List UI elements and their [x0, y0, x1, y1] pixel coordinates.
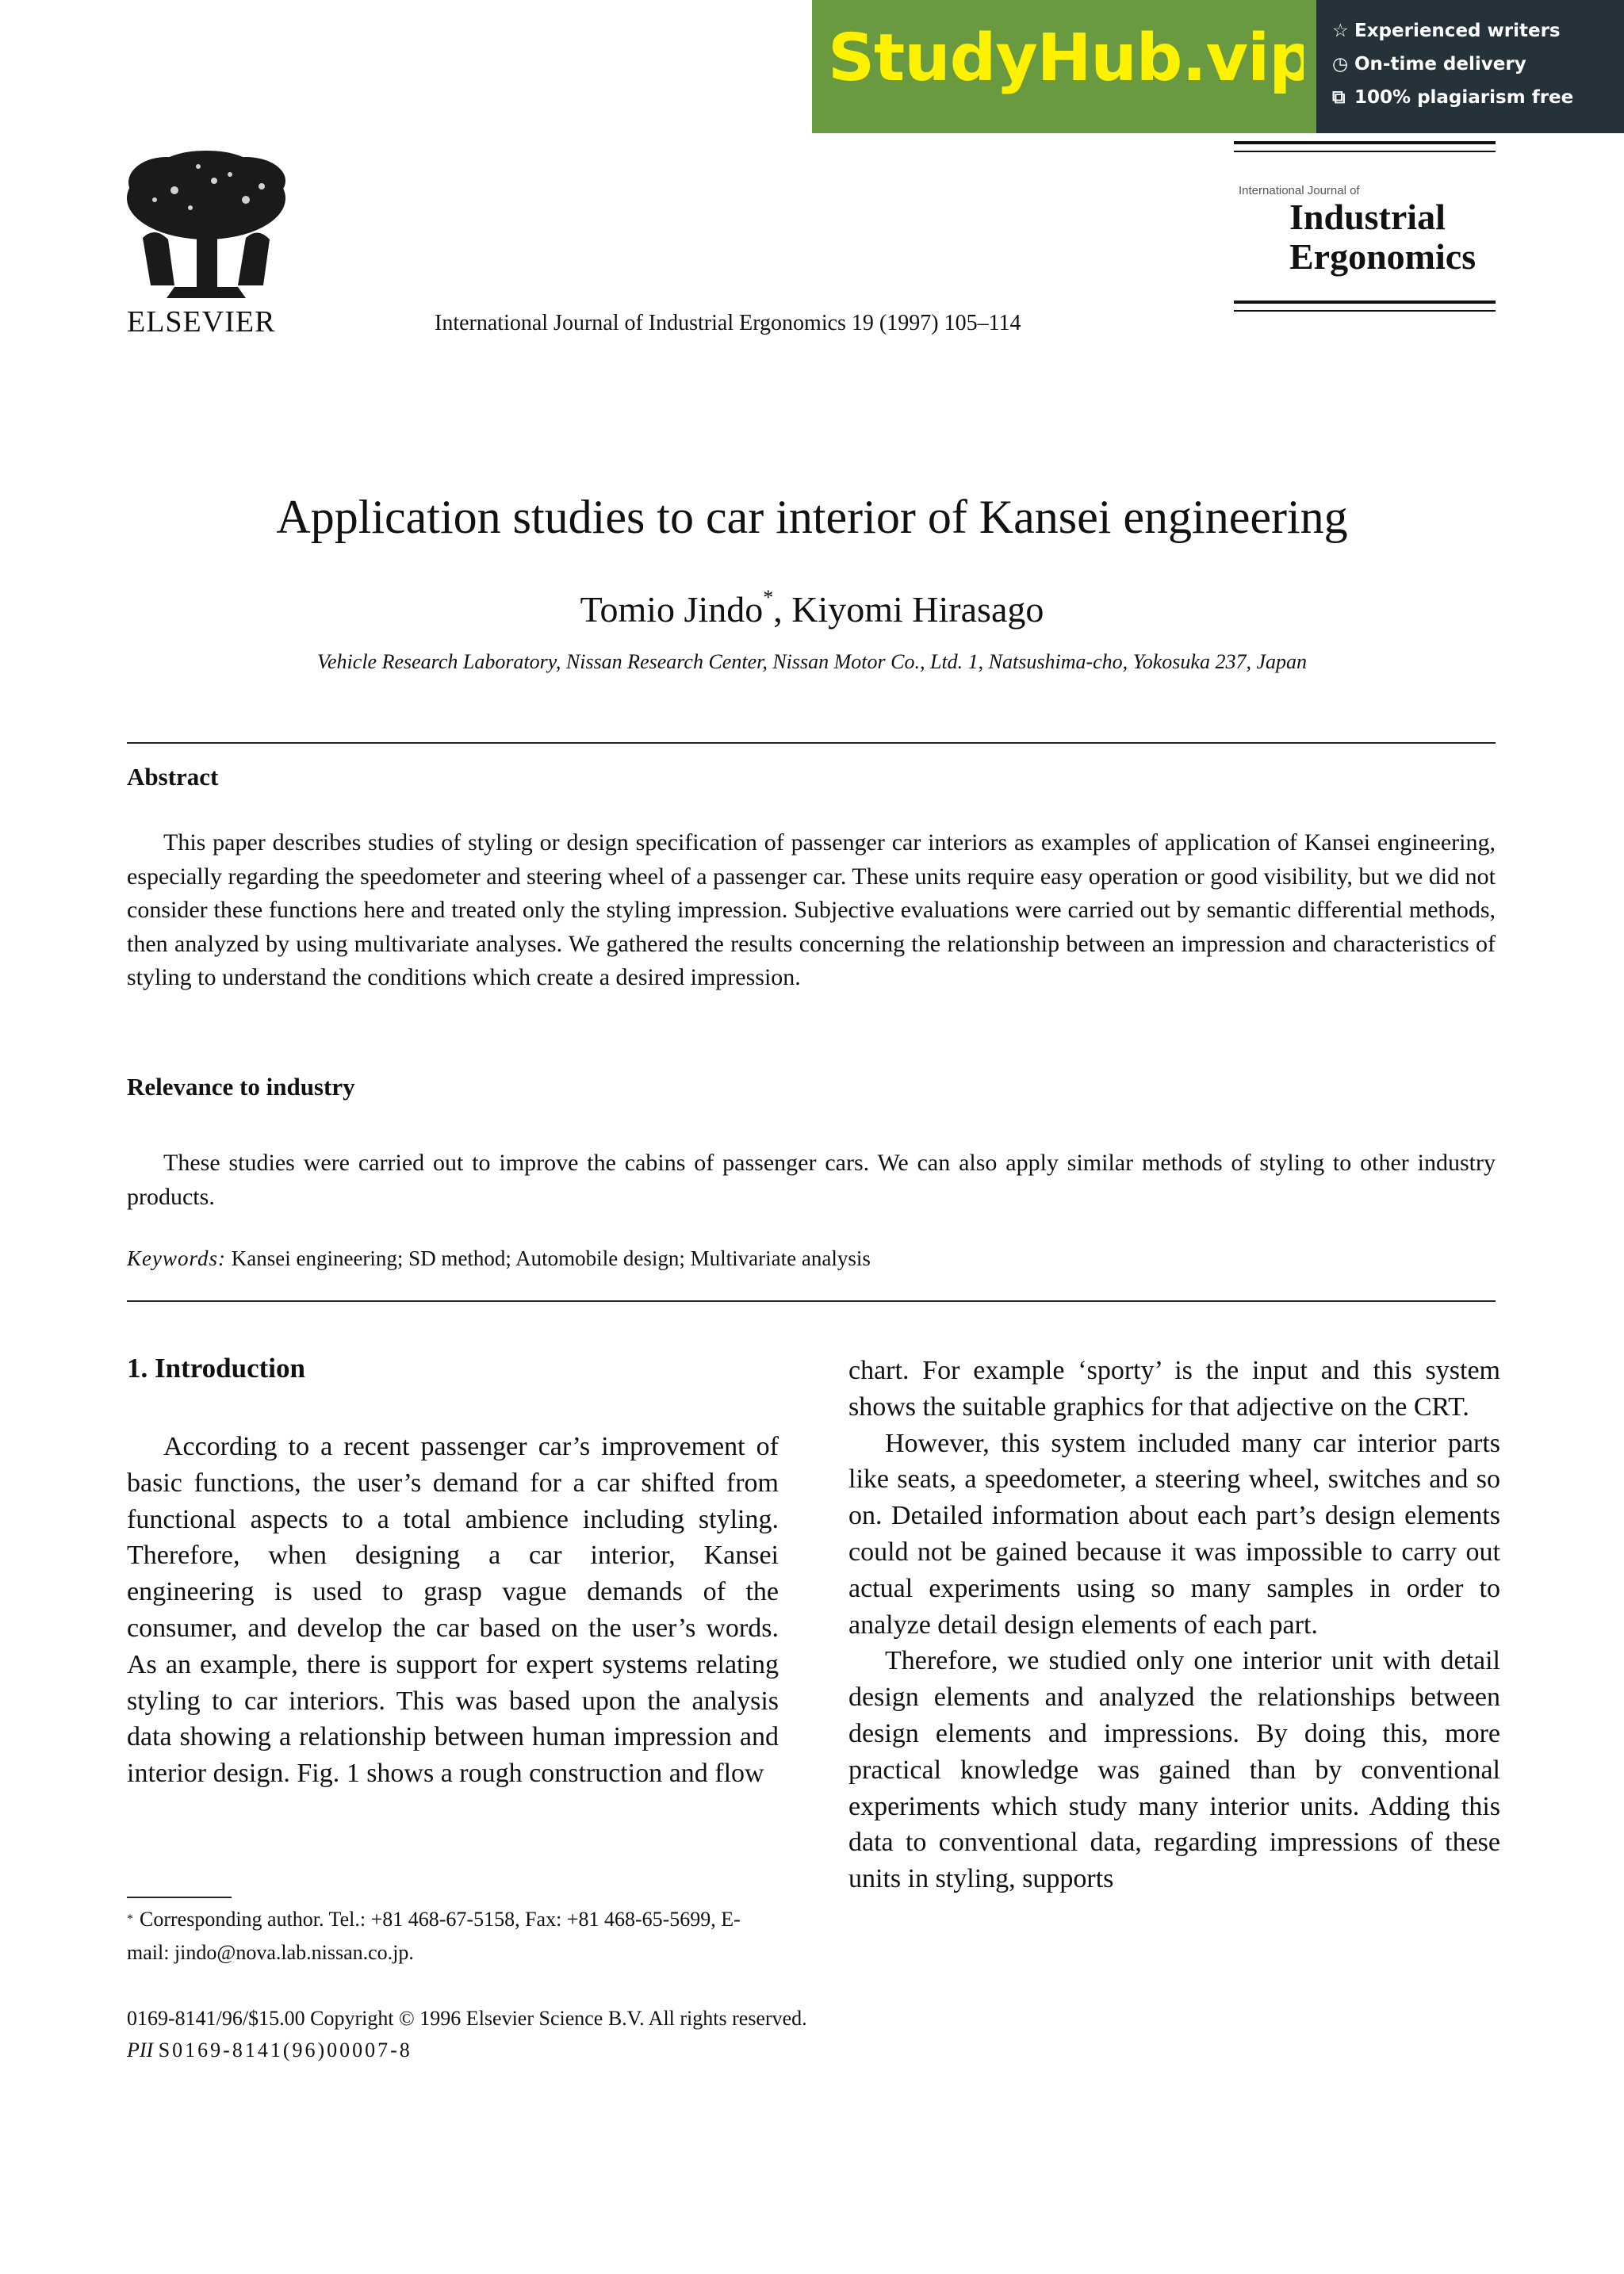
relevance-heading: Relevance to industry: [127, 1073, 355, 1101]
author-affiliation: Vehicle Research Laboratory, Nissan Research Center, Nissan Motor Co., Ltd. 1, Natsushima-cho, Yokosuka 237, Japan: [317, 650, 1307, 673]
corresponding-author-mark[interactable]: *: [763, 585, 774, 609]
abstract-text: This paper describes studies of styling or design specification of passenger car interiors as examples of application of Kansei engineering, especially regarding the speedometer and steering wheel of a passenger car. These units require easy operation or good visibility, but we did not consider these functions here and treated only the styling impression. Subjective evaluations were carried out by semantic differential methods, then analyzed by using multivariate analyses. We gathered the results concerning the relationship between an impression and characteristics of styling to understand the conditions which create a desired impression.: [127, 829, 1496, 990]
pii-label: PII: [127, 2039, 154, 2062]
footnote-mark: *: [127, 1912, 133, 1926]
banner-feature-panel: [1316, 0, 1624, 133]
banner-feature-label: On-time delivery: [1354, 54, 1526, 75]
footnote-text: Corresponding author. Tel.: +81 468-67-5158, Fax: +81 468-65-5699, E-mail: jindo@nova.lab.nissan.co.jp.: [127, 1908, 741, 1964]
banner-brand[interactable]: StudyHub.vip: [828, 21, 1315, 96]
author-name: Tomio Jindo: [580, 589, 764, 630]
journal-logo-line2: Ergonomics: [1289, 236, 1477, 277]
body-paragraph: Therefore, we studied only one interior unit with detail design elements and analyzed the relationships between design elements and impressions. By doing this, more practical knowledge was gained than by conventional experiments which study many interior units. Adding this data to conventional data, regarding impressions of these units in styling, supports: [848, 1646, 1500, 1894]
pii-value: S0169-8141(96)00007-8: [158, 2039, 412, 2062]
logo-rule-top-thin: [1234, 151, 1496, 152]
author-separator: ,: [773, 589, 792, 630]
star-outline-icon: ☆: [1332, 21, 1349, 41]
banner-feature: [1332, 54, 1618, 75]
divider: [127, 1300, 1496, 1302]
banner-feature-label: 100% plagiarism free: [1354, 87, 1574, 108]
journal-citation: International Journal of Industrial Ergonomics 19 (1997) 105–114: [435, 311, 1021, 335]
body-paragraph: chart. For example ‘sporty’ is the input and this system shows the suitable graphics for that adjective on the CRT.: [848, 1356, 1500, 1422]
keywords-text: Kansei engineering; SD method; Automobile design; Multivariate analysis: [231, 1246, 871, 1270]
relevance-text: These studies were carried out to improve the cabins of passenger cars. We can also apply similar methods of styling to other industry products.: [127, 1150, 1496, 1210]
journal-logo-line1: Industrial: [1289, 197, 1446, 237]
banner-feature: [1332, 87, 1618, 108]
right-column: [848, 1353, 1500, 1897]
watermark-banner[interactable]: [812, 0, 1624, 133]
copyright-line: 0169-8141/96/$15.00 Copyright © 1996 Elsevier Science B.V. All rights reserved.: [127, 2007, 807, 2030]
left-column: [127, 1429, 779, 1792]
publisher-name: ELSEVIER: [127, 305, 276, 339]
logo-rule-bottom: [1234, 301, 1496, 304]
author-name: Kiyomi Hirasago: [791, 589, 1044, 630]
journal-logo-small-text: International Journal of: [1239, 184, 1360, 197]
divider: [127, 742, 1496, 744]
footnote: [127, 1903, 779, 1970]
keywords-label: Keywords:: [127, 1246, 226, 1270]
banner-feature-label: Experienced writers: [1354, 21, 1561, 41]
logo-rule-bottom-thin: [1234, 310, 1496, 312]
pii-line: [127, 2035, 807, 2066]
copy-check-icon: ⧉: [1332, 87, 1346, 108]
elsevier-tree-logo: [119, 151, 293, 301]
abstract-heading: Abstract: [127, 763, 219, 791]
logo-rule-top: [1234, 141, 1496, 144]
journal-logo: [1234, 141, 1496, 312]
paper-title: Application studies to car interior of Kansei engineering: [276, 491, 1348, 543]
body-paragraph: According to a recent passenger car’s improvement of basic functions, the user’s demand for a car shifted from functional aspects to a total ambience including styling. Therefore, when designing a car interior, Kansei engineering is used to grasp vague demands of the consumer, and develop the car based on the user’s words. As an example, there is support for expert systems relating styling to car interiors. This was based upon the analysis data showing a relationship between human impression and interior design. Fig. 1 shows a rough construction and flow: [127, 1432, 779, 1789]
clock-icon: ◷: [1332, 54, 1349, 75]
section-heading: 1. Introduction: [127, 1353, 305, 1384]
body-paragraph: However, this system included many car interior parts like seats, a speedometer, a steering wheel, switches and so on. Detailed information about each part’s design elements could not be gained because it was impossible to carry out actual experiments using so many samples in order to analyze detail design elements of each part.: [848, 1428, 1500, 1640]
author-list: [0, 585, 1624, 630]
banner-feature: [1332, 21, 1618, 41]
footnote-rule: [127, 1897, 232, 1898]
copyright-block: [127, 2003, 807, 2066]
keywords: [127, 1246, 871, 1271]
